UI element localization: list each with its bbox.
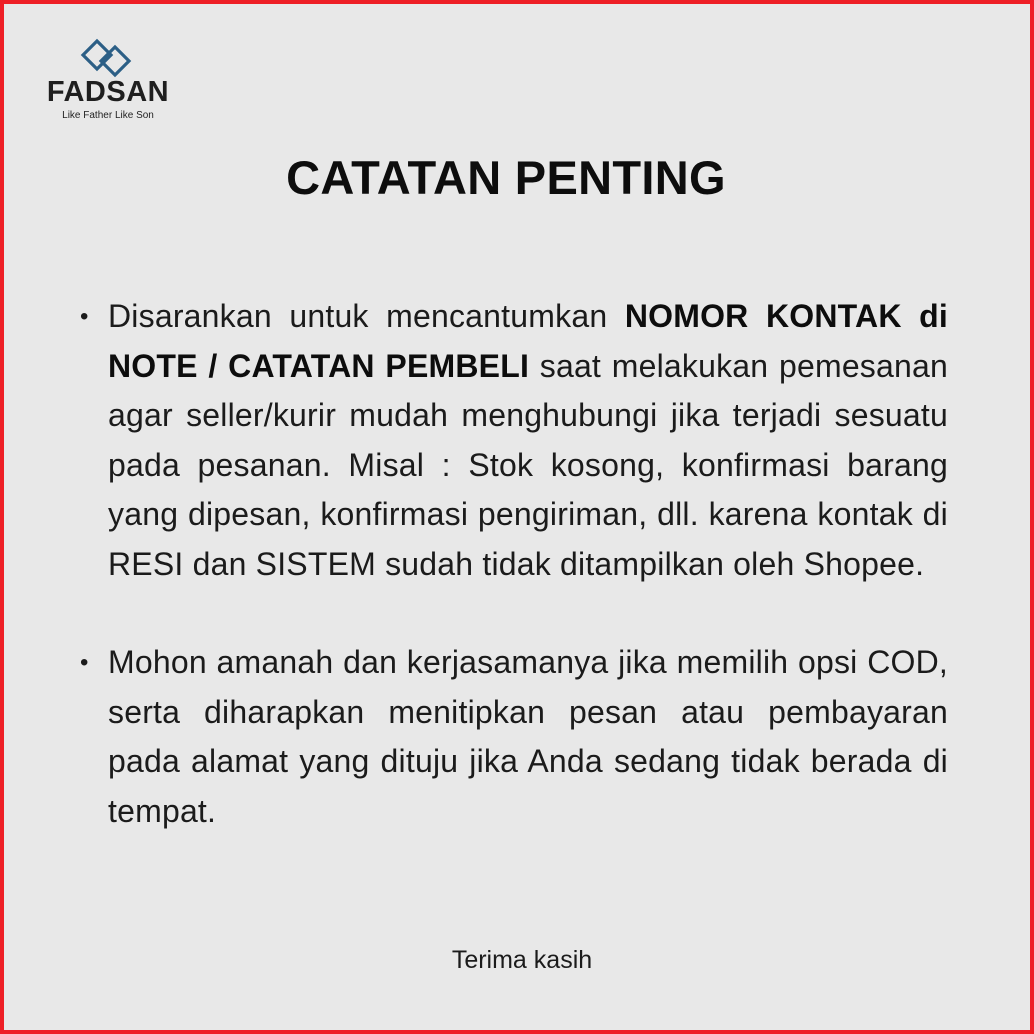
brand-name: FADSAN (46, 76, 170, 108)
brand-tagline: Like Father Like Son (62, 110, 154, 121)
note-text: Mohon amanah dan kerjasamanya jika memilih opsi COD, serta diharapkan menitipkan pesan atau pembayaran pada alamat yang dituju jika Anda sedang tidak berada di tempat. (108, 644, 948, 829)
brand-logo (44, 38, 172, 128)
notes-list (80, 292, 948, 836)
page-title: CATATAN PENTING (286, 151, 726, 204)
note-text: saat melakukan pemesanan agar seller/kurir mudah menghubungi jika terjadi sesuatu pada pesanan. Misal : Stok kosong, konfirmasi barang yang dipesan, konfirmasi pengiriman, dll. karena kontak di RESI dan SISTEM sudah tidak ditampilkan oleh Shopee. (108, 347, 948, 582)
note-emphasis: NOMOR KONTAK di NOTE / CATATAN PEMBELI (108, 298, 948, 384)
interlocked-diamonds-icon (80, 38, 134, 78)
note-item-contact (80, 292, 948, 589)
bullet-icon: • (80, 303, 89, 330)
closing-text: Terima kasih (451, 946, 593, 974)
bullet-icon: • (80, 649, 89, 676)
note-item-cod (80, 638, 948, 836)
note-text: Disarankan untuk mencantumkan (108, 298, 625, 334)
